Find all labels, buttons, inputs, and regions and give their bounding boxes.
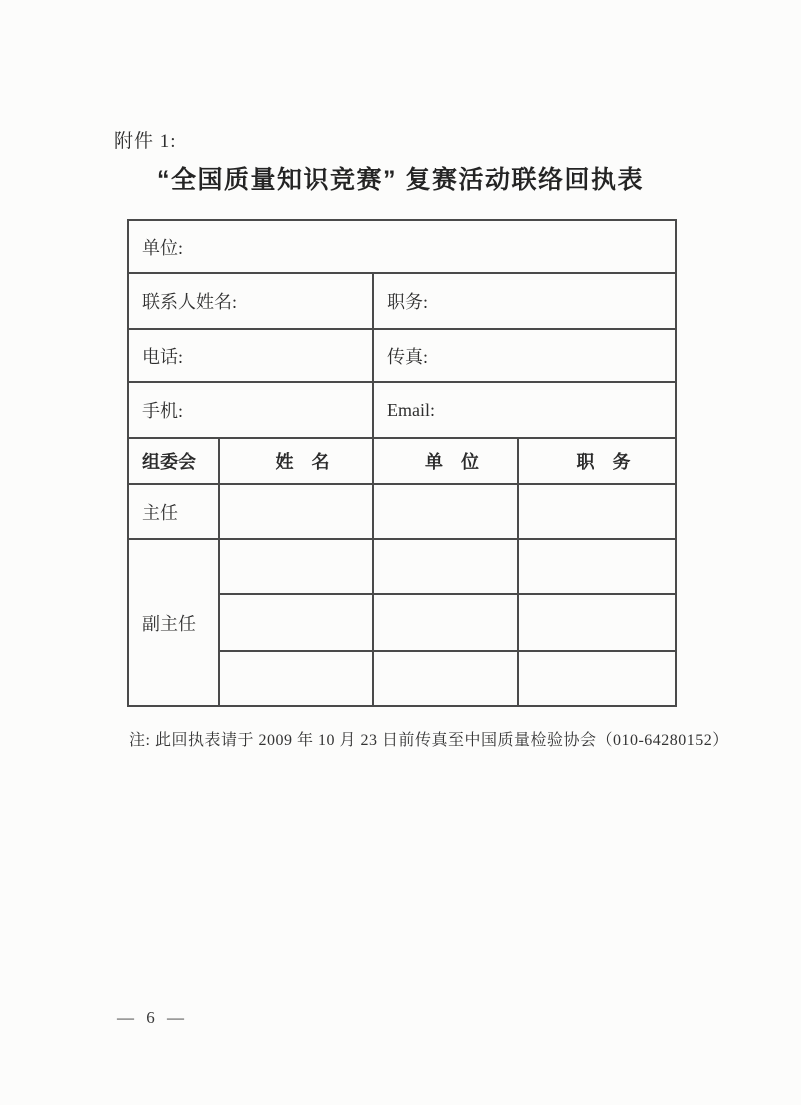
empty-position-cell	[518, 594, 676, 651]
committee-column-header: 组委会	[128, 438, 219, 484]
empty-name-cell	[219, 484, 373, 539]
unit-column-header: 单 位	[373, 438, 518, 484]
empty-unit-cell	[373, 651, 518, 706]
director-label-cell: 主任	[128, 484, 219, 539]
table-row-unit	[128, 220, 676, 273]
empty-unit-cell	[373, 484, 518, 539]
contact-name-label-cell: 联系人姓名:	[128, 273, 373, 329]
empty-position-cell	[518, 651, 676, 706]
table-row-contact	[128, 273, 676, 329]
director-row	[128, 484, 676, 539]
empty-unit-cell	[373, 594, 518, 651]
name-column-header: 姓 名	[219, 438, 373, 484]
committee-header-row	[128, 438, 676, 484]
table-row-phone	[128, 329, 676, 382]
phone-label-cell: 电话:	[128, 329, 373, 382]
page-number: — 6 —	[117, 1008, 188, 1027]
position-column-header: 职 务	[518, 438, 676, 484]
empty-name-cell	[219, 539, 373, 594]
empty-position-cell	[518, 539, 676, 594]
attachment-label: 附件 1:	[114, 131, 177, 152]
deputy-director-label-cell: 副主任	[128, 539, 219, 706]
email-label-cell: Email:	[373, 382, 676, 438]
deputy-director-row-1	[128, 539, 676, 594]
footnote: 注: 此回执表请于 2009 年 10 月 23 日前传真至中国质量检验协会（010-64280152）	[129, 732, 729, 749]
fax-label-cell: 传真:	[373, 329, 676, 382]
unit-label-cell: 单位:	[128, 220, 676, 273]
page-title: “全国质量知识竞赛” 复赛活动联络回执表	[157, 166, 644, 194]
empty-position-cell	[518, 484, 676, 539]
empty-name-cell	[219, 651, 373, 706]
table-row-mobile	[128, 382, 676, 438]
empty-name-cell	[219, 594, 373, 651]
position-label-cell: 职务:	[373, 273, 676, 329]
mobile-label-cell: 手机:	[128, 382, 373, 438]
empty-unit-cell	[373, 539, 518, 594]
reply-form-table	[127, 219, 677, 707]
